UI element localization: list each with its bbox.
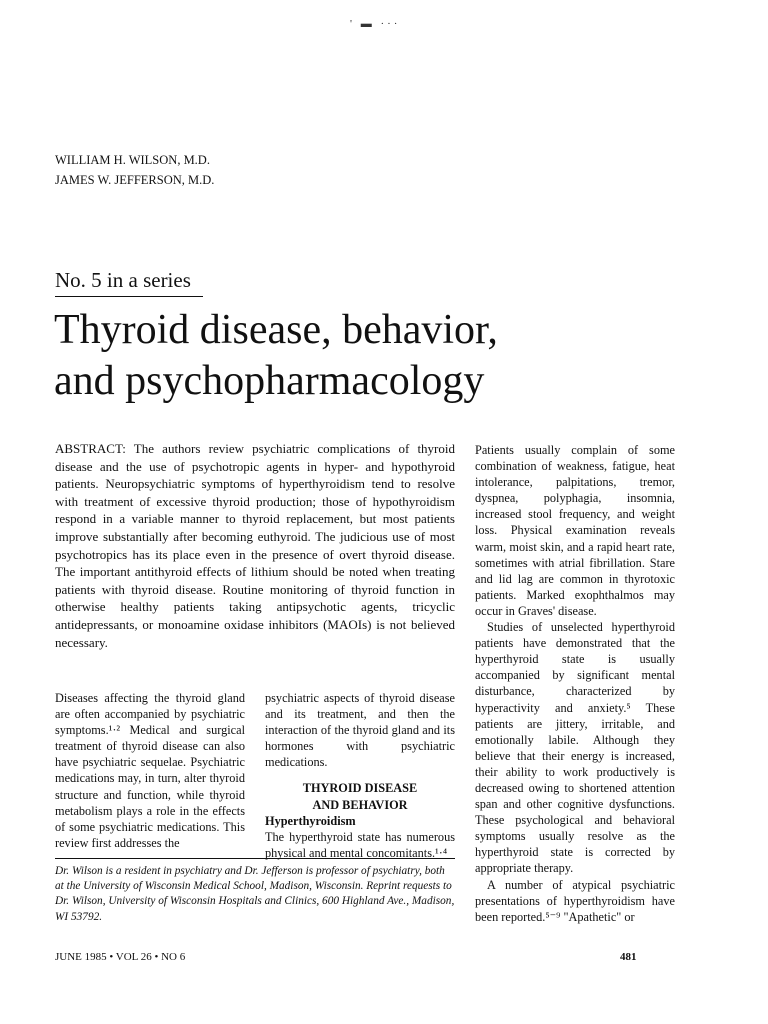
subsection-heading: Hyperthyroidism <box>265 813 356 828</box>
intro-continuation: psychiatric aspects of thyroid disease and its treatment, and then the interaction of the thyroid gland and its hormones with psychiatric medications. <box>265 691 455 770</box>
section-heading <box>265 780 455 812</box>
title-line-1: Thyroid disease, behavior, <box>54 307 498 353</box>
studies-paragraph: Studies of unselected hyperthyroid patients have demonstrated that the hyperthyroid state is usually accompanied by significant mental disturbance, characterized by hyperactivity and anxiety.⁵ These patients are jittery, irritable, and emotionally labile. Although they believe that their energy is increased, their ability to work productively is decreased owing to shortened attention span and other cognitive dysfunctions. These psychological and behavioral symptoms usually resolve as the hyperthyroid state is corrected by appropriate therapy. <box>475 620 675 876</box>
hyperthyroid-paragraph: The hyperthyroid state has numerous physical and mental concomitants.¹·⁴ <box>265 829 455 860</box>
abstract: ABSTRACT: The authors review psychiatric complications of thyroid disease and the use of psychotropic agents in hyper- and hypothyroid patients. Neuropsychiatric symptoms of hyperthyroidism tend to resolve with treatment of excessive thyroid production; those of hypothyroidism respond in a variable manner to thyroid replacement, but most patients improve substantially after becoming euthyroid. The judicious use of most psychotropics has its place even in the presence of overt thyroid disease. The important antithyroid effects of lithium should be noted when treating patients with thyroid disease. Routine monitoring of thyroid function in otherwise healthy patients taking antipsychotic agents, tricyclic antidepressants, or monoamine oxidase inhibitors (MAOIs) is not believed necessary. <box>55 441 455 650</box>
title-line-2: and psychopharmacology <box>54 358 485 404</box>
intro-paragraph: Diseases affecting the thyroid gland are often accompanied by psychiatric symptoms.¹·² Medical and surgical treatment of thyroid disease can also have psychiatric sequelae. Psychiatric medications may, in turn, alter thyroid structure and function, while thyroid metabolism plays a role in the effects of some psychiatric medications. This review first addresses the <box>55 691 245 850</box>
footnote-divider <box>55 858 455 859</box>
author-2: JAMES W. JEFFERSON, M.D. <box>55 173 215 187</box>
author-list <box>55 150 214 190</box>
series-label: No. 5 in a series <box>55 268 203 297</box>
article-title <box>54 305 498 407</box>
page-number: 481 <box>620 951 637 963</box>
body-column-3 <box>475 442 675 925</box>
symptoms-paragraph: Patients usually complain of some combination of weakness, fatigue, heat intolerance, palpitations, tremor, dyspnea, polyphagia, insomnia, increased stool frequency, and weight loss. Physical examination reveals warm, moist skin, and a rapid heart rate, sometimes with atrial fibrillation. Stare and lid lag are common in thyrotoxic patients. Marked exophthalmos may occur in Graves' disease. <box>475 443 675 618</box>
section-heading-line-2: AND BEHAVIOR <box>312 797 408 812</box>
author-1: WILLIAM H. WILSON, M.D. <box>55 153 210 167</box>
journal-issue: JUNE 1985 • VOL 26 • NO 6 <box>55 951 186 963</box>
section-heading-line-1: THYROID DISEASE <box>302 781 418 796</box>
atypical-paragraph: A number of atypical psychiatric presentations of hyperthyroidism have been reported.⁵⁻⁹ "Apathetic" or <box>475 877 675 924</box>
body-column-1 <box>55 690 245 851</box>
scan-marks: ' ▬ ··· <box>350 18 401 30</box>
author-footnote: Dr. Wilson is a resident in psychiatry and Dr. Jefferson is professor of psychiatry, both at the University of Wisconsin Medical School, Madison, Wisconsin. Reprint requests to Dr. Wilson, University of Wisconsin Hospitals and Clinics, 600 Highland Ave., Madison, WI 53792. <box>55 865 455 923</box>
body-column-2 <box>265 690 455 861</box>
